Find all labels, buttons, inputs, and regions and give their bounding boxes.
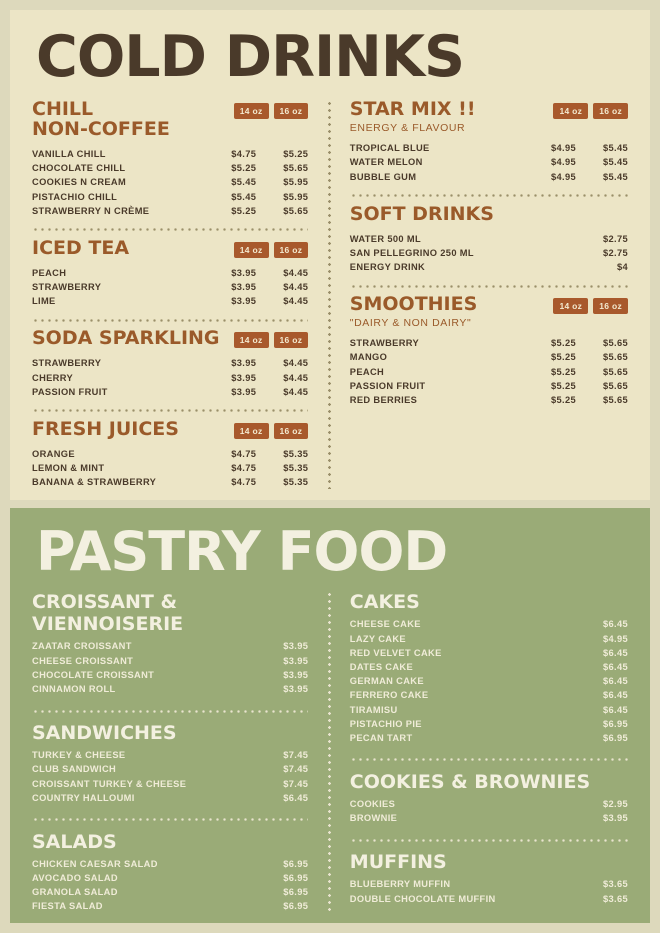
section-soda-sparkling: [32, 329, 308, 399]
size-chip-14oz: 14 oz: [234, 103, 269, 119]
item-price-14: $5.45: [231, 177, 257, 188]
item-row: [32, 748, 308, 762]
item-row: [350, 702, 628, 716]
pastry-food-title: PASTRY FOOD: [36, 520, 448, 583]
item-name: FERRERO CAKE: [349, 690, 429, 701]
item-price-16: $4.45: [283, 386, 309, 397]
item-name: BUBBLE GUM: [349, 171, 417, 182]
item-price-16: $5.45: [602, 143, 628, 154]
item-price: $3.95: [283, 683, 309, 694]
item-name: SAN PELLEGRINO 250 ML: [349, 247, 474, 258]
section-title: SODA SPARKLING: [32, 327, 220, 350]
section-title-line2: NON-COFFEE: [32, 118, 170, 141]
item-name: DOUBLE CHOCOLATE MUFFIN: [349, 893, 496, 904]
size-chip-16oz: 16 oz: [274, 332, 309, 348]
size-chip-16oz: 16 oz: [593, 103, 628, 119]
section-title: MUFFINS: [349, 851, 447, 874]
item-price: $3.95: [602, 813, 628, 824]
item-name: TIRAMISU: [349, 704, 398, 715]
item-name: FIESTA SALAD: [32, 901, 103, 912]
item-price-16: $5.95: [283, 177, 309, 188]
item-price: $6.45: [602, 704, 628, 715]
item-row: [350, 336, 628, 350]
item-row: [350, 246, 628, 260]
item-name: CROISSANT TURKEY & CHEESE: [32, 778, 187, 789]
size-chips: [234, 103, 309, 119]
item-name: COOKIES: [349, 799, 396, 810]
item-name: ENERGY DRINK: [349, 262, 426, 273]
item-name: CHERRY: [32, 372, 74, 383]
item-row: [350, 169, 628, 183]
pastry-column-divider: [322, 591, 336, 913]
size-chip-16oz: 16 oz: [274, 242, 309, 258]
item-price-16: $5.35: [283, 477, 309, 488]
item-price: $6.95: [283, 858, 309, 869]
item-name: CHEESE CROISSANT: [32, 655, 134, 666]
items-table: [32, 447, 308, 490]
item-row: [32, 871, 308, 885]
item-name: CLUB SANDWICH: [32, 764, 117, 775]
section-title-line1: CHILL: [32, 98, 94, 121]
item-name: ORANGE: [32, 448, 75, 459]
item-name: WATER MELON: [349, 157, 423, 168]
item-price-14: $3.95: [231, 296, 257, 307]
pastry-food-panel: [10, 508, 650, 923]
item-price-16: $4.45: [283, 372, 309, 383]
item-row: [32, 371, 308, 385]
item-price: $6.45: [602, 619, 628, 630]
item-row: [350, 731, 628, 745]
item-price-14: $4.75: [231, 448, 257, 459]
item-name: COUNTRY HALLOUMI: [32, 792, 135, 803]
item-row: [32, 280, 308, 294]
item-price: $6.95: [283, 887, 309, 898]
item-price-16: $5.65: [283, 205, 309, 216]
item-row: [350, 631, 628, 645]
item-row: [32, 266, 308, 280]
item-price: $7.45: [283, 750, 309, 761]
section-header: [350, 295, 628, 329]
size-chips: [553, 298, 628, 314]
section-header: [32, 417, 308, 440]
item-price-16: $4.45: [283, 296, 309, 307]
size-chip-14oz: 14 oz: [234, 332, 269, 348]
size-chips: [553, 103, 628, 119]
section-smoothies: [350, 295, 628, 407]
section-title: SANDWICHES: [32, 722, 177, 745]
section-cookies-brownies: [350, 771, 628, 825]
item-price: $6.95: [602, 732, 628, 743]
item-name: PASSION FRUIT: [349, 380, 426, 391]
item-name: GERMAN CAKE: [349, 676, 424, 687]
item-row: [350, 260, 628, 274]
section-title: CROISSANT & VIENNOISERIE: [32, 591, 184, 636]
item-price: $6.95: [283, 901, 309, 912]
item-row: [32, 190, 308, 204]
cold-drinks-panel: [10, 10, 650, 500]
item-row: [32, 857, 308, 871]
item-name: CHEESE CAKE: [349, 619, 421, 630]
item-price-16: $5.65: [602, 352, 628, 363]
item-name: AVOCADO SALAD: [32, 873, 118, 884]
item-price-16: $5.45: [602, 171, 628, 182]
size-chip-14oz: 14 oz: [234, 423, 269, 439]
section-iced-tea: [32, 236, 309, 309]
item-name: LIME: [32, 296, 56, 307]
items-table: [350, 141, 628, 184]
item-price: $6.45: [602, 676, 628, 687]
item-name: DATES CAKE: [349, 661, 414, 672]
item-price-14: $5.25: [231, 163, 257, 174]
cold-drinks-columns: [32, 100, 628, 489]
item-row: [32, 475, 308, 489]
pastry-columns: [32, 591, 628, 913]
section-title: ICED TEA: [32, 236, 130, 259]
item-price-16: $5.45: [602, 157, 628, 168]
item-name: BANANA & STRAWBERRY: [32, 477, 157, 488]
item-row: [350, 393, 628, 407]
pastry-right-column: [336, 591, 628, 913]
items-table: [350, 797, 628, 825]
item-name: ZAATAR CROISSANT: [32, 641, 132, 652]
item-name: RED VELVET CAKE: [349, 647, 442, 658]
item-name: CHOCOLATE CROISSANT: [32, 669, 155, 680]
item-price-14: $3.95: [231, 282, 257, 293]
pastry-left-column: [32, 591, 322, 913]
divider-dots: [32, 225, 308, 235]
divider-dots: [350, 281, 628, 291]
item-name: STRAWBERRY N CRÈME: [32, 205, 150, 216]
item-name: CHICKEN CAESAR SALAD: [32, 858, 158, 869]
item-price: $6.95: [283, 873, 309, 884]
item-price: $3.65: [602, 893, 628, 904]
item-row: [32, 776, 308, 790]
item-name: CINNAMON ROLL: [32, 683, 116, 694]
item-row: [32, 356, 308, 370]
item-name: RED BERRIES: [349, 394, 418, 405]
item-row: [350, 797, 628, 811]
item-price: $4: [616, 262, 628, 273]
item-price-14: $5.25: [550, 366, 576, 377]
section-title: STAR MIX !!: [349, 98, 476, 121]
section-header: [32, 100, 308, 140]
size-chip-14oz: 14 oz: [553, 103, 588, 119]
section-soft-drinks: [349, 202, 628, 275]
item-row: [350, 141, 628, 155]
size-chips: [234, 332, 309, 348]
section-title-block: [32, 100, 170, 140]
section-title: SMOOTHIES: [349, 293, 478, 316]
item-price-14: $4.95: [550, 157, 576, 168]
divider-dots: [350, 191, 628, 201]
item-row: [32, 791, 308, 805]
section-title: FRESH JUICES: [32, 417, 179, 440]
item-row: [350, 674, 628, 688]
item-row: [350, 379, 628, 393]
size-chip-16oz: 16 oz: [593, 298, 628, 314]
item-row: [32, 447, 308, 461]
item-price-16: $5.65: [602, 338, 628, 349]
size-chips: [234, 423, 309, 439]
item-row: [350, 877, 628, 891]
item-price-14: $5.25: [550, 352, 576, 363]
item-row: [32, 682, 308, 696]
size-chip-16oz: 16 oz: [274, 103, 309, 119]
item-price-14: $4.75: [231, 477, 257, 488]
section-header: [350, 100, 628, 134]
items-table: [32, 356, 308, 399]
item-row: [350, 688, 628, 702]
item-price-16: $5.35: [283, 448, 309, 459]
section-title-block: [350, 100, 476, 134]
item-row: [32, 639, 308, 653]
item-price: $3.95: [283, 655, 309, 666]
size-chip-14oz: 14 oz: [234, 242, 269, 258]
item-name: LEMON & MINT: [32, 463, 105, 474]
item-name: MANGO: [349, 352, 388, 363]
item-price-14: $5.45: [231, 191, 257, 202]
item-row: [32, 668, 308, 682]
section-salads: [32, 831, 308, 914]
items-table: [32, 639, 308, 696]
divider-dots: [32, 406, 308, 416]
cold-right-column: [336, 100, 628, 489]
item-row: [32, 175, 308, 189]
item-row: [32, 294, 308, 308]
item-price-14: $5.25: [550, 338, 576, 349]
section-muffins: [350, 851, 628, 905]
item-name: STRAWBERRY: [32, 282, 102, 293]
item-price-14: $4.95: [550, 143, 576, 154]
items-table: [350, 877, 628, 905]
divider-dots: [32, 815, 308, 825]
item-price-16: $5.65: [602, 366, 628, 377]
item-row: [32, 204, 308, 218]
item-row: [350, 232, 628, 246]
item-name: VANILLA CHILL: [32, 149, 106, 160]
items-table: [32, 266, 308, 309]
item-price-14: $5.25: [550, 380, 576, 391]
section-header: [32, 236, 308, 259]
item-price: $2.75: [602, 247, 628, 258]
section-title: COOKIES & BROWNIES: [349, 770, 591, 793]
item-row: [32, 653, 308, 667]
size-chip-16oz: 16 oz: [274, 423, 309, 439]
item-price-16: $5.95: [283, 191, 309, 202]
item-price-14: $5.25: [231, 205, 257, 216]
item-price-16: $5.25: [283, 149, 309, 160]
item-name: WATER 500 ML: [349, 233, 421, 244]
items-table: [32, 748, 308, 805]
items-table: [350, 232, 628, 275]
item-row: [350, 364, 628, 378]
item-price-14: $5.25: [550, 394, 576, 405]
item-price-16: $4.45: [283, 358, 309, 369]
item-row: [350, 717, 628, 731]
item-name: PEACH: [349, 366, 385, 377]
section-subtitle: "DAIRY & NON DAIRY": [349, 317, 472, 330]
item-row: [32, 147, 308, 161]
item-name: COOKIES N CREAM: [32, 177, 127, 188]
item-price: $7.45: [283, 764, 309, 775]
item-price-16: $5.65: [602, 380, 628, 391]
item-name: STRAWBERRY: [32, 358, 102, 369]
item-price: $7.45: [283, 778, 309, 789]
item-price-14: $3.95: [231, 358, 257, 369]
item-row: [350, 811, 628, 825]
section-croissant-viennoiserie: [32, 591, 308, 696]
item-name: PASSION FRUIT: [32, 386, 108, 397]
item-price-14: $4.95: [550, 171, 576, 182]
item-price: $3.65: [602, 879, 628, 890]
item-price-16: $4.45: [283, 267, 309, 278]
item-price-14: $3.95: [231, 372, 257, 383]
item-row: [32, 885, 308, 899]
section-subtitle: ENERGY & FLAVOUR: [349, 122, 466, 135]
section-title: SOFT DRINKS: [349, 202, 494, 225]
cold-left-column: [32, 100, 322, 489]
item-price: $4.95: [602, 633, 628, 644]
section-title: CAKES: [349, 591, 420, 614]
item-price: $6.45: [602, 647, 628, 658]
item-price: $6.45: [283, 792, 309, 803]
divider-dots: [350, 755, 628, 765]
item-price: $6.45: [602, 690, 628, 701]
cold-drinks-title: COLD DRINKS: [36, 24, 465, 90]
item-row: [350, 646, 628, 660]
divider-dots: [32, 315, 308, 325]
item-name: GRANOLA SALAD: [32, 887, 118, 898]
item-row: [32, 385, 308, 399]
item-row: [350, 660, 628, 674]
divider-dots: [350, 835, 628, 845]
section-fresh-juices: [32, 417, 309, 490]
item-row: [350, 617, 628, 631]
cold-column-divider: [322, 100, 336, 489]
size-chips: [234, 242, 309, 258]
section-chill-non-coffee: [32, 100, 308, 218]
item-price-14: $3.95: [231, 267, 257, 278]
divider-dots: [32, 706, 308, 716]
section-sandwiches: [32, 722, 308, 805]
item-row: [32, 161, 308, 175]
items-table: [32, 147, 308, 218]
item-name: TROPICAL BLUE: [349, 143, 430, 154]
item-name: CHOCOLATE CHILL: [32, 163, 126, 174]
item-price-16: $4.45: [283, 282, 309, 293]
items-table: [350, 336, 628, 407]
item-price-16: $5.65: [283, 163, 309, 174]
item-name: BLUEBERRY MUFFIN: [349, 879, 451, 890]
item-row: [32, 461, 308, 475]
section-header: [32, 329, 308, 349]
item-price: $6.45: [602, 661, 628, 672]
item-row: [350, 155, 628, 169]
item-price-14: $4.75: [231, 463, 257, 474]
section-cakes: [350, 591, 628, 745]
item-price: $3.95: [283, 669, 309, 680]
item-row: [350, 892, 628, 906]
item-price: $3.95: [283, 641, 309, 652]
items-table: [32, 857, 308, 914]
item-name: PISTACHIO CHILL: [32, 191, 118, 202]
section-star-mix: [350, 100, 628, 184]
item-row: [350, 350, 628, 364]
item-price-16: $5.65: [602, 394, 628, 405]
item-name: PECAN TART: [349, 732, 413, 743]
size-chip-14oz: 14 oz: [553, 298, 588, 314]
item-price: $2.95: [602, 799, 628, 810]
section-title-block: [350, 295, 478, 329]
section-title: SALADS: [32, 830, 117, 853]
item-price-14: $4.75: [231, 149, 257, 160]
item-price-16: $5.35: [283, 463, 309, 474]
item-name: PISTACHIO PIE: [349, 718, 422, 729]
item-row: [32, 762, 308, 776]
item-name: TURKEY & CHEESE: [32, 750, 126, 761]
item-price: $2.75: [602, 233, 628, 244]
item-row: [32, 899, 308, 913]
item-name: PEACH: [32, 267, 67, 278]
item-name: BROWNIE: [349, 813, 398, 824]
item-name: LAZY CAKE: [349, 633, 406, 644]
item-price-14: $3.95: [231, 386, 257, 397]
section-header: [349, 202, 628, 225]
item-price: $6.95: [602, 718, 628, 729]
items-table: [350, 617, 628, 745]
item-name: STRAWBERRY: [349, 338, 420, 349]
